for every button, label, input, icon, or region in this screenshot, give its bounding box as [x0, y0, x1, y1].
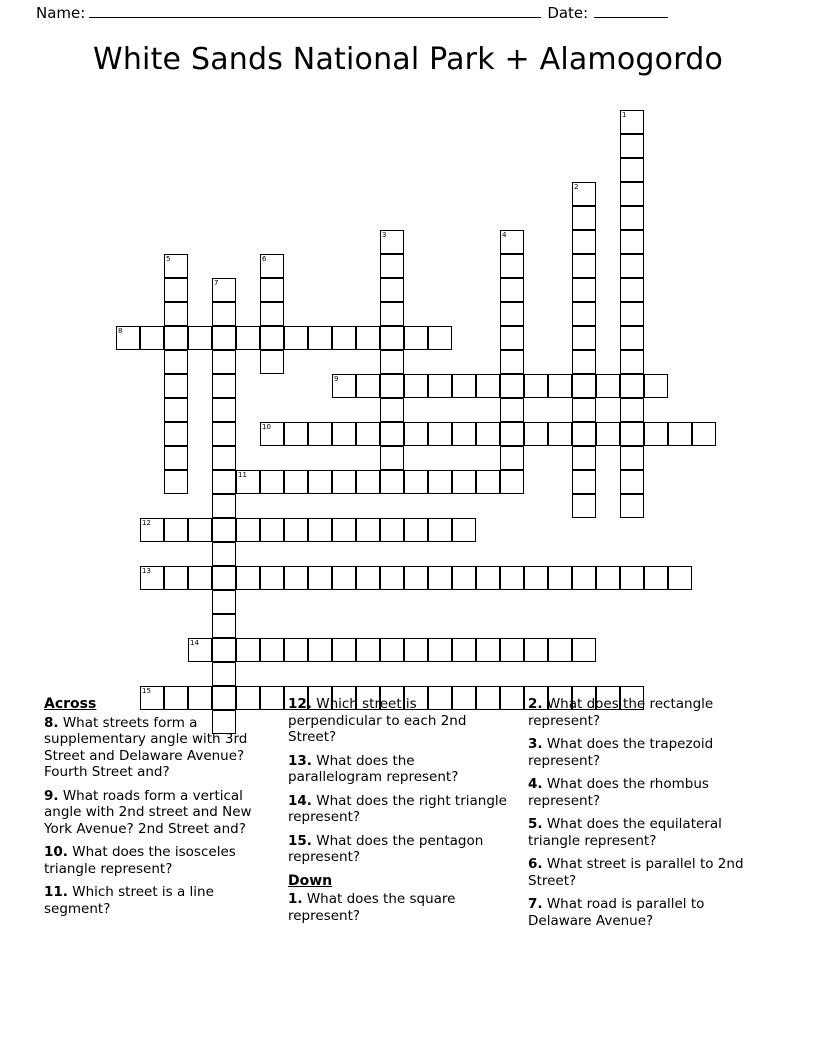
- crossword-cell[interactable]: [500, 470, 524, 494]
- crossword-cell[interactable]: [500, 350, 524, 374]
- crossword-cell[interactable]: [548, 638, 572, 662]
- crossword-cell[interactable]: [692, 422, 716, 446]
- crossword-cell[interactable]: [500, 638, 524, 662]
- crossword-cell[interactable]: [284, 470, 308, 494]
- crossword-cell[interactable]: [260, 470, 284, 494]
- crossword-cell[interactable]: [572, 302, 596, 326]
- clue-number: 12.: [288, 696, 312, 712]
- crossword-cell[interactable]: [260, 278, 284, 302]
- clue-across-14: [288, 793, 510, 826]
- crossword-cell[interactable]: [260, 422, 284, 446]
- crossword-cell[interactable]: [404, 422, 428, 446]
- clue-text: What streets form a supplementary angle with 3rd Street and Delaware Avenue? Fourth Street and?: [44, 714, 248, 780]
- crossword-cell[interactable]: [572, 374, 596, 398]
- page-title: White Sands National Park + Alamogordo: [92, 42, 724, 77]
- crossword-cell[interactable]: [548, 566, 572, 590]
- crossword-cell[interactable]: [500, 254, 524, 278]
- crossword-cell[interactable]: [452, 566, 476, 590]
- crossword-cell[interactable]: [212, 326, 236, 350]
- crossword-cell[interactable]: [164, 446, 188, 470]
- clue-number: 5.: [528, 816, 543, 832]
- crossword-cell[interactable]: [452, 374, 476, 398]
- crossword-cell[interactable]: [572, 278, 596, 302]
- clue-down-7: [528, 896, 762, 929]
- crossword-cell[interactable]: [620, 326, 644, 350]
- clues-section: [44, 696, 780, 976]
- crossword-cell[interactable]: [476, 470, 500, 494]
- crossword-cell[interactable]: [428, 422, 452, 446]
- crossword-cell[interactable]: [260, 566, 284, 590]
- clue-down-5: [528, 816, 762, 849]
- crossword-cell[interactable]: [140, 566, 164, 590]
- crossword-cell[interactable]: [644, 422, 668, 446]
- crossword-cell[interactable]: [164, 422, 188, 446]
- crossword-cell[interactable]: [524, 374, 548, 398]
- crossword-cell[interactable]: [308, 518, 332, 542]
- crossword-cell[interactable]: [332, 422, 356, 446]
- crossword-cell[interactable]: [548, 422, 572, 446]
- clue-down-1: [288, 891, 510, 924]
- crossword-cell[interactable]: [428, 326, 452, 350]
- clue-text: What does the rectangle represent?: [528, 696, 714, 729]
- clue-across-15: [288, 833, 510, 866]
- crossword-cell[interactable]: [404, 374, 428, 398]
- crossword-cell[interactable]: [476, 422, 500, 446]
- crossword-cell[interactable]: [380, 374, 404, 398]
- crossword-cell[interactable]: [212, 422, 236, 446]
- crossword-cell[interactable]: [500, 302, 524, 326]
- crossword-cell[interactable]: [188, 566, 212, 590]
- clues-column-1: [44, 696, 276, 924]
- crossword-cell[interactable]: [620, 182, 644, 206]
- crossword-cell[interactable]: [452, 638, 476, 662]
- clue-text: What does the pentagon represent?: [288, 832, 484, 865]
- crossword-cell[interactable]: [572, 446, 596, 470]
- crossword-cell[interactable]: [500, 398, 524, 422]
- crossword-cell[interactable]: [308, 566, 332, 590]
- clue-number: 6.: [528, 856, 543, 872]
- crossword-cell[interactable]: [260, 326, 284, 350]
- clue-across-10: [44, 844, 276, 877]
- clue-text: Which street is a line segment?: [44, 884, 214, 917]
- crossword-cell[interactable]: [140, 518, 164, 542]
- crossword-cell[interactable]: [308, 638, 332, 662]
- crossword-cell[interactable]: [644, 566, 668, 590]
- crossword-cell[interactable]: [236, 518, 260, 542]
- crossword-cell[interactable]: [236, 566, 260, 590]
- clue-text: What does the isosceles triangle represent?: [44, 844, 236, 877]
- name-label: Name:: [36, 4, 86, 22]
- crossword-cell[interactable]: [596, 422, 620, 446]
- cell-number: 2: [574, 183, 579, 191]
- crossword-cell[interactable]: [164, 350, 188, 374]
- crossword-cell[interactable]: [164, 278, 188, 302]
- crossword-cell[interactable]: [236, 470, 260, 494]
- crossword-cell[interactable]: [620, 158, 644, 182]
- crossword-cell[interactable]: [428, 374, 452, 398]
- crossword-cell[interactable]: [620, 230, 644, 254]
- clue-across-8: [44, 715, 276, 781]
- clue-text: What does the equilateral triangle represent?: [528, 816, 722, 849]
- cell-number: 7: [214, 279, 219, 287]
- clues-column-3: [528, 696, 762, 936]
- clue-across-9: [44, 788, 276, 838]
- crossword-cell[interactable]: [284, 638, 308, 662]
- crossword-cell[interactable]: [164, 326, 188, 350]
- crossword-cell[interactable]: [164, 518, 188, 542]
- crossword-cell[interactable]: [284, 422, 308, 446]
- clue-text: What does the parallelogram represent?: [288, 752, 459, 785]
- crossword-cell[interactable]: [332, 638, 356, 662]
- date-label: Date:: [547, 4, 589, 22]
- crossword-cell[interactable]: [620, 206, 644, 230]
- crossword-cell[interactable]: [380, 302, 404, 326]
- clue-text: What does the rhombus represent?: [528, 776, 709, 809]
- clues-column-2: [288, 696, 510, 931]
- crossword-cell[interactable]: [356, 638, 380, 662]
- crossword-cell[interactable]: [284, 566, 308, 590]
- crossword-cell[interactable]: [212, 614, 236, 638]
- crossword-cell[interactable]: [452, 470, 476, 494]
- crossword-cell[interactable]: [212, 470, 236, 494]
- crossword-cell[interactable]: [404, 566, 428, 590]
- clue-number: 1.: [288, 891, 303, 907]
- clue-text: What roads form a vertical angle with 2nd street and New York Avenue? 2nd Street and?: [44, 787, 252, 837]
- crossword-cell[interactable]: [572, 254, 596, 278]
- cell-number: 1: [622, 111, 627, 119]
- crossword-cell[interactable]: [380, 350, 404, 374]
- crossword-cell[interactable]: [380, 422, 404, 446]
- crossword-cell[interactable]: [332, 518, 356, 542]
- cell-number: 6: [262, 255, 267, 263]
- crossword-cell[interactable]: [428, 470, 452, 494]
- crossword-cell[interactable]: [548, 374, 572, 398]
- cell-number: 3: [382, 231, 387, 239]
- crossword-cell[interactable]: [164, 302, 188, 326]
- crossword-cell[interactable]: [164, 470, 188, 494]
- clue-number: 15.: [288, 832, 312, 849]
- crossword-cell[interactable]: [236, 326, 260, 350]
- crossword-cell[interactable]: [116, 326, 140, 350]
- crossword-cell[interactable]: [524, 638, 548, 662]
- cell-number: 15: [142, 687, 151, 695]
- crossword-cell[interactable]: [380, 398, 404, 422]
- crossword-cell[interactable]: [620, 494, 644, 518]
- crossword-cell[interactable]: [620, 110, 644, 134]
- crossword-cell[interactable]: [356, 374, 380, 398]
- clue-across-12: [288, 696, 510, 746]
- crossword-cell[interactable]: [500, 278, 524, 302]
- crossword-cell[interactable]: [620, 470, 644, 494]
- clue-number: 8.: [44, 714, 59, 731]
- clue-number: 10.: [44, 844, 68, 860]
- crossword-cell[interactable]: [212, 446, 236, 470]
- clue-text: What does the right triangle represent?: [288, 792, 507, 825]
- crossword-cell[interactable]: [572, 638, 596, 662]
- crossword-cell[interactable]: [332, 470, 356, 494]
- crossword-cell[interactable]: [572, 182, 596, 206]
- name-date-line: [36, 4, 780, 22]
- crossword-cell[interactable]: [404, 326, 428, 350]
- clue-number: 3.: [528, 736, 543, 752]
- crossword-cell[interactable]: [380, 230, 404, 254]
- name-write-line[interactable]: [89, 5, 541, 18]
- crossword-cell[interactable]: [620, 278, 644, 302]
- crossword-cell[interactable]: [356, 566, 380, 590]
- cell-number: 5: [166, 255, 171, 263]
- crossword-cell[interactable]: [572, 422, 596, 446]
- crossword-cell[interactable]: [500, 422, 524, 446]
- crossword-cell[interactable]: [620, 446, 644, 470]
- crossword-cell[interactable]: [332, 374, 356, 398]
- crossword-cell[interactable]: [212, 542, 236, 566]
- crossword-cell[interactable]: [380, 326, 404, 350]
- crossword-cell[interactable]: [524, 422, 548, 446]
- crossword-cell[interactable]: [380, 470, 404, 494]
- crossword-cell[interactable]: [356, 326, 380, 350]
- crossword-cell[interactable]: [164, 254, 188, 278]
- crossword-cell[interactable]: [428, 518, 452, 542]
- crossword-cell[interactable]: [212, 590, 236, 614]
- crossword-cell[interactable]: [212, 518, 236, 542]
- crossword-cell[interactable]: [572, 206, 596, 230]
- cell-number: 14: [190, 639, 199, 647]
- crossword-grid[interactable]: [0, 104, 816, 695]
- crossword-cell[interactable]: [380, 566, 404, 590]
- crossword-cell[interactable]: [212, 494, 236, 518]
- crossword-cell[interactable]: [260, 518, 284, 542]
- clue-number: 14.: [288, 792, 312, 809]
- crossword-cell[interactable]: [500, 326, 524, 350]
- clue-number: 4.: [528, 776, 543, 792]
- crossword-cell[interactable]: [380, 518, 404, 542]
- crossword-cell[interactable]: [572, 494, 596, 518]
- clue-number: 7.: [528, 896, 543, 912]
- crossword-cell[interactable]: [212, 638, 236, 662]
- crossword-cell[interactable]: [380, 254, 404, 278]
- crossword-cell[interactable]: [212, 374, 236, 398]
- crossword-cell[interactable]: [428, 638, 452, 662]
- crossword-cell[interactable]: [212, 302, 236, 326]
- clue-text: What does the trapezoid represent?: [528, 736, 714, 769]
- clue-across-11: [44, 884, 276, 917]
- crossword-cell[interactable]: [596, 566, 620, 590]
- crossword-cell[interactable]: [572, 350, 596, 374]
- crossword-cell[interactable]: [212, 662, 236, 686]
- crossword-cell[interactable]: [188, 638, 212, 662]
- crossword-cell[interactable]: [572, 230, 596, 254]
- clue-number: 2.: [528, 696, 543, 712]
- crossword-cell[interactable]: [332, 326, 356, 350]
- clue-number: 11.: [44, 884, 68, 900]
- crossword-cell[interactable]: [356, 518, 380, 542]
- crossword-cell[interactable]: [620, 566, 644, 590]
- crossword-cell[interactable]: [668, 566, 692, 590]
- crossword-cell[interactable]: [260, 350, 284, 374]
- crossword-cell[interactable]: [260, 302, 284, 326]
- crossword-cell[interactable]: [476, 566, 500, 590]
- crossword-cell[interactable]: [572, 566, 596, 590]
- crossword-cell[interactable]: [284, 326, 308, 350]
- crossword-cell[interactable]: [308, 422, 332, 446]
- crossword-cell[interactable]: [380, 446, 404, 470]
- crossword-cell[interactable]: [212, 398, 236, 422]
- date-write-line[interactable]: [594, 5, 668, 18]
- clue-across-13: [288, 753, 510, 786]
- crossword-cell[interactable]: [572, 398, 596, 422]
- cell-number: 8: [118, 327, 123, 335]
- crossword-cell[interactable]: [308, 470, 332, 494]
- crossword-cell[interactable]: [620, 374, 644, 398]
- crossword-cell[interactable]: [164, 374, 188, 398]
- crossword-cell[interactable]: [332, 566, 356, 590]
- cell-number: 9: [334, 375, 339, 383]
- crossword-cell[interactable]: [428, 566, 452, 590]
- crossword-cell[interactable]: [356, 422, 380, 446]
- cell-number: 13: [142, 567, 151, 575]
- crossword-cell[interactable]: [164, 398, 188, 422]
- clue-number: 9.: [44, 787, 59, 804]
- clue-text: What street is parallel to 2nd Street?: [528, 856, 744, 889]
- crossword-cell[interactable]: [620, 422, 644, 446]
- crossword-cell[interactable]: [380, 638, 404, 662]
- crossword-cell[interactable]: [404, 638, 428, 662]
- clue-down-4: [528, 776, 762, 809]
- crossword-cell[interactable]: [668, 422, 692, 446]
- clue-text: What does the square represent?: [288, 891, 456, 924]
- crossword-cell[interactable]: [620, 350, 644, 374]
- crossword-cell[interactable]: [212, 278, 236, 302]
- clue-down-2: [528, 696, 762, 729]
- crossword-cell[interactable]: [380, 278, 404, 302]
- crossword-cell[interactable]: [452, 518, 476, 542]
- crossword-cell[interactable]: [260, 638, 284, 662]
- crossword-cell[interactable]: [452, 422, 476, 446]
- crossword-cell[interactable]: [620, 254, 644, 278]
- crossword-cell[interactable]: [188, 326, 212, 350]
- crossword-cell[interactable]: [404, 518, 428, 542]
- crossword-cell[interactable]: [476, 638, 500, 662]
- crossword-cell[interactable]: [620, 134, 644, 158]
- crossword-cell[interactable]: [308, 326, 332, 350]
- clue-number: 13.: [288, 752, 312, 769]
- across-heading: Across: [44, 696, 97, 712]
- crossword-cell[interactable]: [524, 566, 548, 590]
- crossword-cell[interactable]: [260, 254, 284, 278]
- clue-down-3: [528, 736, 762, 769]
- crossword-cell[interactable]: [212, 566, 236, 590]
- down-heading: Down: [288, 872, 333, 889]
- clue-text: What road is parallel to Delaware Avenue?: [528, 896, 705, 929]
- crossword-cell[interactable]: [140, 326, 164, 350]
- crossword-cell[interactable]: [404, 470, 428, 494]
- crossword-cell[interactable]: [620, 302, 644, 326]
- crossword-cell[interactable]: [212, 350, 236, 374]
- crossword-cell[interactable]: [500, 374, 524, 398]
- crossword-cell[interactable]: [188, 518, 212, 542]
- crossword-cell[interactable]: [620, 398, 644, 422]
- crossword-cell[interactable]: [476, 374, 500, 398]
- crossword-cell[interactable]: [164, 566, 188, 590]
- crossword-cell[interactable]: [284, 518, 308, 542]
- cell-number: 12: [142, 519, 151, 527]
- crossword-cell[interactable]: [500, 446, 524, 470]
- crossword-cell[interactable]: [356, 470, 380, 494]
- crossword-cell[interactable]: [236, 638, 260, 662]
- cell-number: 4: [502, 231, 507, 239]
- crossword-cell[interactable]: [644, 374, 668, 398]
- crossword-cell[interactable]: [572, 470, 596, 494]
- cell-number: 10: [262, 423, 271, 431]
- crossword-cell[interactable]: [572, 326, 596, 350]
- clue-down-6: [528, 856, 762, 889]
- cell-number: 11: [238, 471, 247, 479]
- crossword-cell[interactable]: [596, 374, 620, 398]
- clue-text: Which street is perpendicular to each 2nd Street?: [288, 696, 467, 745]
- crossword-cell[interactable]: [500, 230, 524, 254]
- crossword-cell[interactable]: [500, 566, 524, 590]
